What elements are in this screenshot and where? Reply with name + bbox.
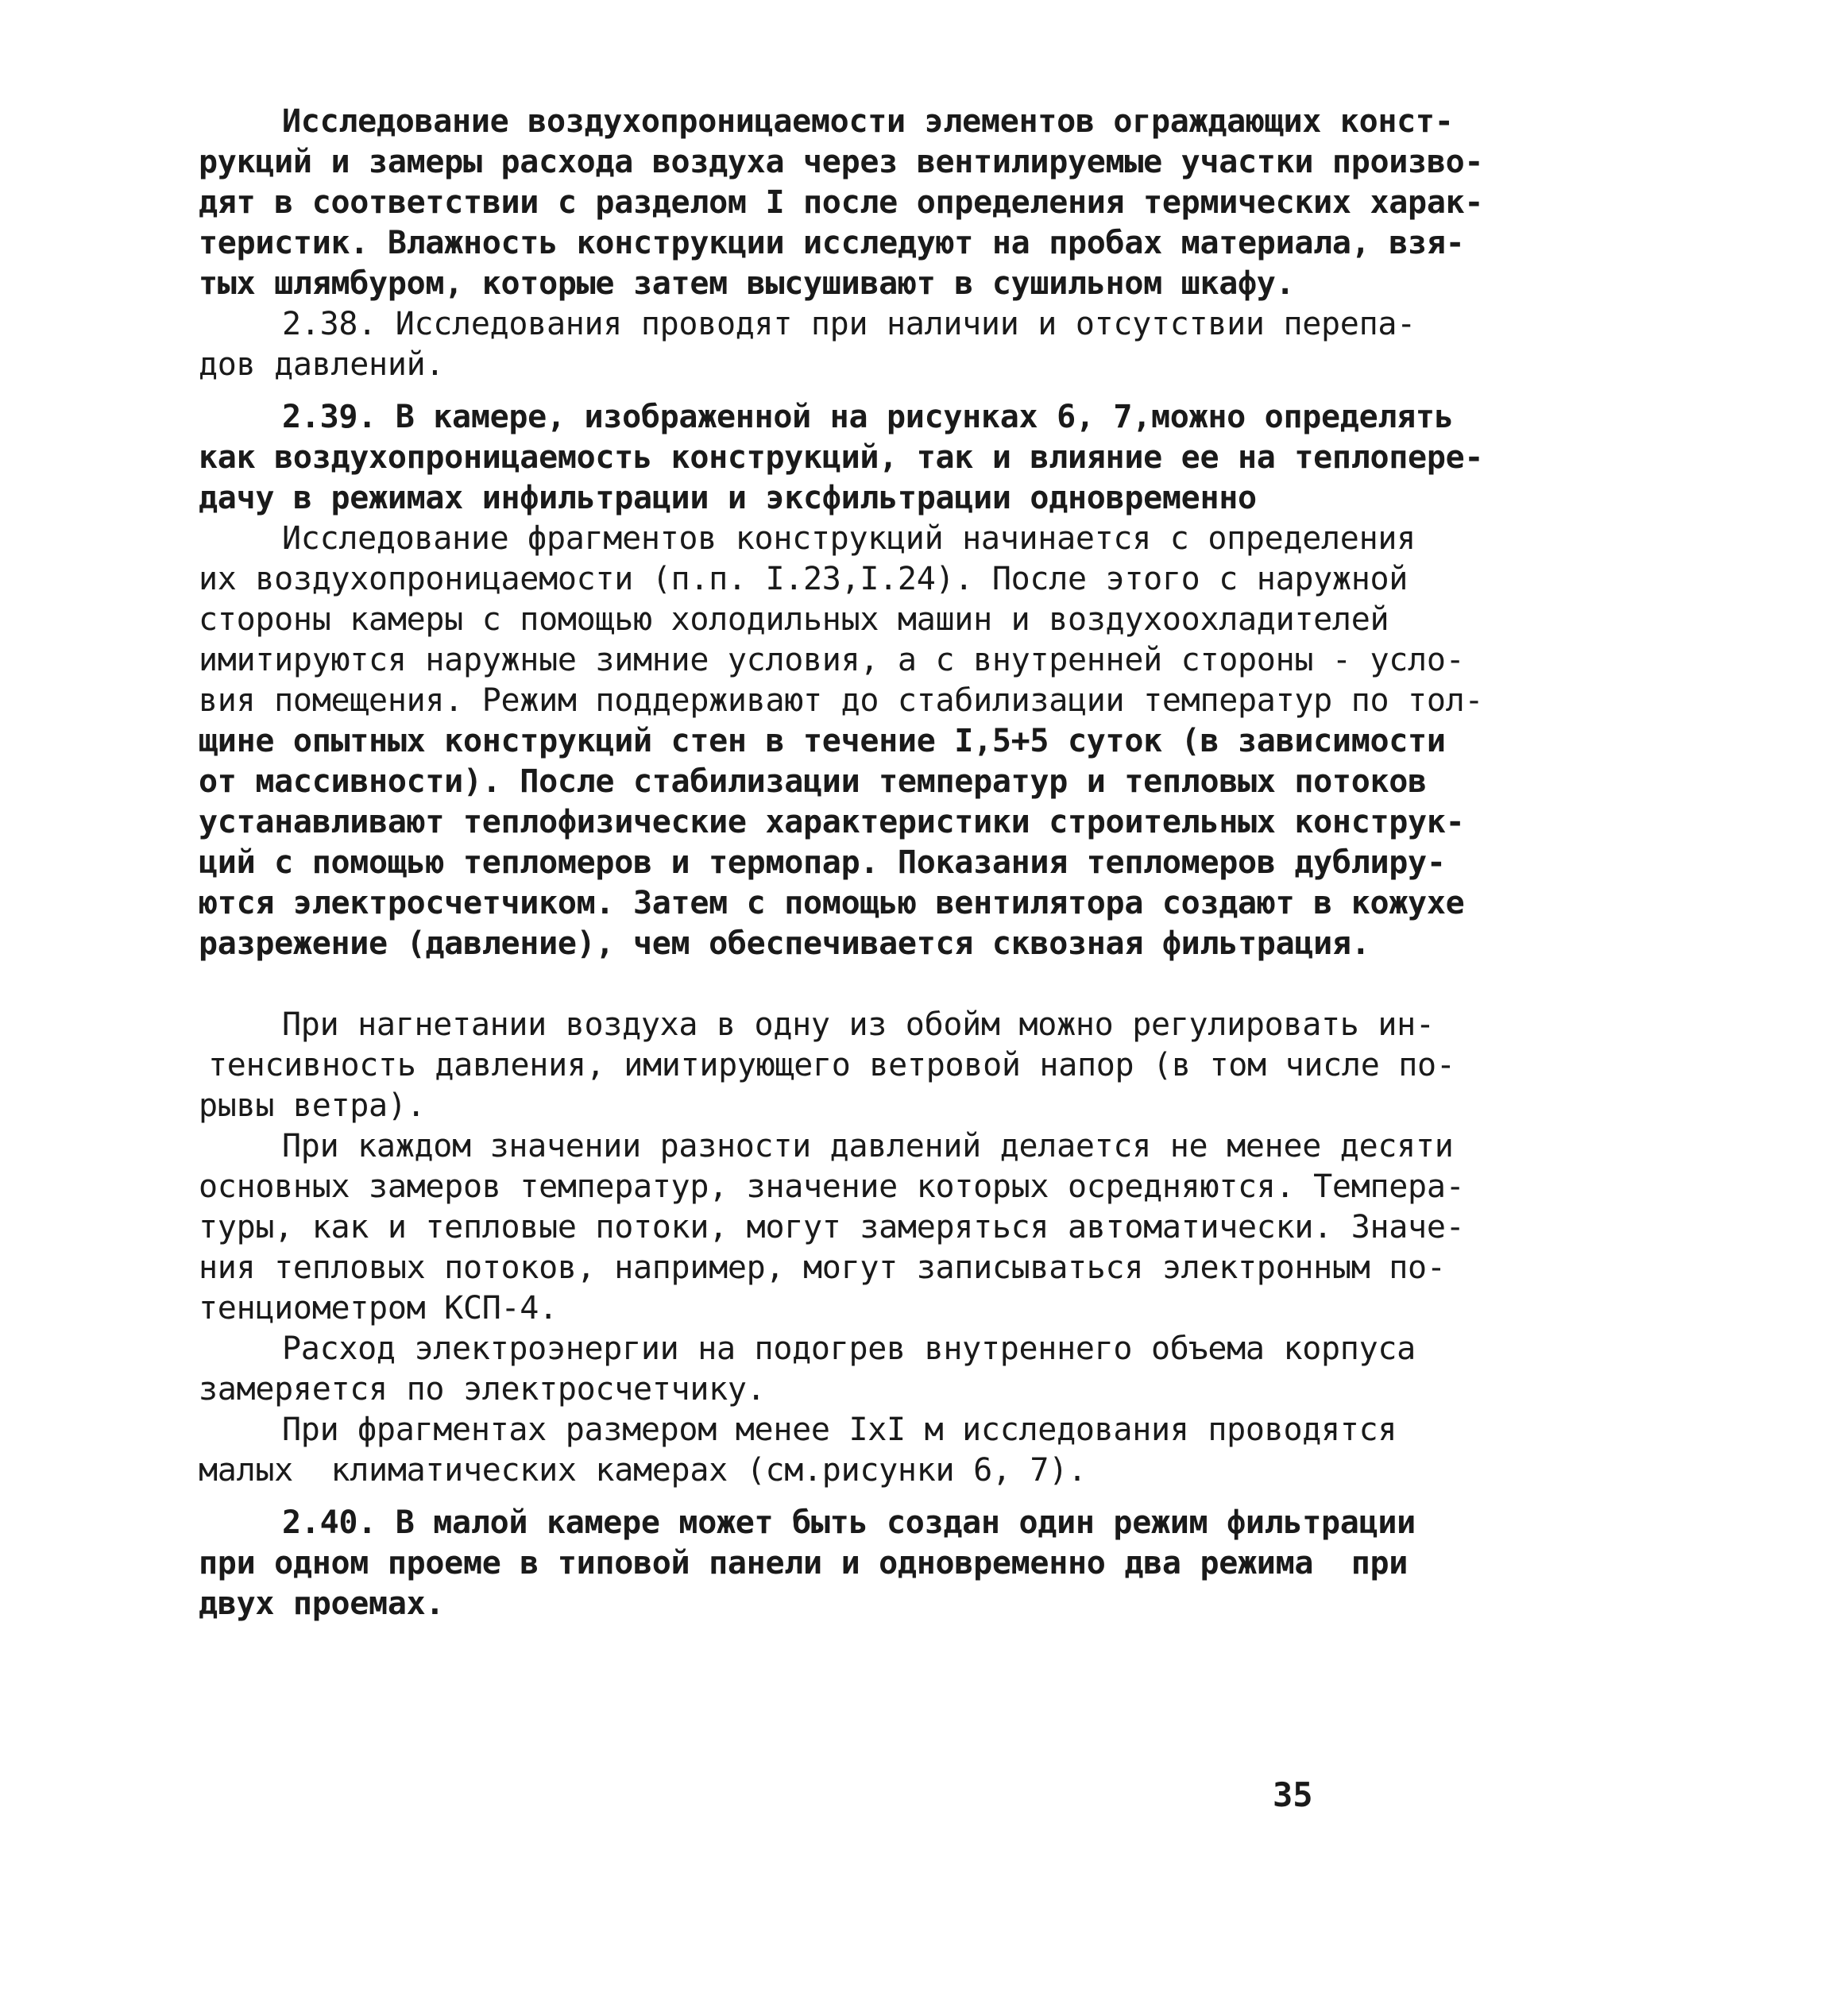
- text-line: имитируются наружные зимние условия, а с внутренней стороны - усло-: [199, 642, 1465, 678]
- text-line: туры, как и тепловые потоки, могут замеряться автоматически. Значе-: [199, 1209, 1465, 1246]
- text-line: 2.40. В малой камере может быть создан один режим фильтрации: [282, 1504, 1416, 1541]
- text-line: от массивности). После стабилизации температур и тепловых потоков: [199, 763, 1427, 800]
- text-line: Исследование воздухопроницаемости элементов ограждающих конст-: [282, 103, 1454, 140]
- text-line: ния тепловых потоков, например, могут записываться электронным по-: [199, 1249, 1446, 1286]
- text-line: При нагнетании воздуха в одну из обойм можно регулировать ин-: [282, 1006, 1435, 1043]
- text-line: тых шлямбуром, которые затем высушивают в сушильном шкафу.: [199, 265, 1295, 302]
- text-line: стороны камеры с помощью холодильных машин и воздухоохладителей: [199, 601, 1389, 638]
- text-line: 2.38. Исследования проводят при наличии и отсутствии перепа-: [282, 306, 1416, 342]
- text-line: разрежение (давление), чем обеспечивается сквозная фильтрация.: [199, 925, 1370, 962]
- text-line: малых климатических камерах (см.рисунки 6, 7).: [199, 1452, 1087, 1489]
- text-line: их воздухопроницаемости (п.п. I.23,I.24). После этого с наружной: [199, 561, 1409, 597]
- text-line: основных замеров температур, значение которых осредняются. Темпера-: [199, 1168, 1465, 1205]
- text-line: тенсивность давления, имитирующего ветровой напор (в том числе по-: [208, 1047, 1455, 1083]
- text-line: двух проемах.: [199, 1585, 445, 1622]
- text-line: замеряется по электросчетчику.: [199, 1371, 766, 1408]
- text-line: ются электросчетчиком. Затем с помощью вентилятора создают в кожухе: [199, 885, 1465, 921]
- text-line: Исследование фрагментов конструкций начинается с определения: [282, 520, 1416, 557]
- text-line: при одном проеме в типовой панели и одновременно два режима при: [199, 1545, 1409, 1582]
- text-line: При каждом значении разности давлений делается не менее десяти: [282, 1128, 1454, 1164]
- text-line: Расход электроэнергии на подогрев внутреннего объема корпуса: [282, 1330, 1416, 1367]
- text-line: дят в соответствии с разделом I после определения термических харак-: [199, 184, 1484, 221]
- text-line: тенциометром КСП-4.: [199, 1290, 558, 1327]
- text-line: как воздухопроницаемость конструкций, так и влияние ее на теплопере-: [199, 439, 1484, 476]
- text-line: рукций и замеры расхода воздуха через вентилируемые участки произво-: [199, 144, 1484, 180]
- text-line: При фрагментах размером менее IxI м исследования проводятся: [282, 1412, 1397, 1448]
- text-line: вия помещения. Режим поддерживают до стабилизации температур по тол-: [199, 682, 1484, 719]
- text-line: рывы ветра).: [199, 1087, 426, 1124]
- text-line: дачу в режимах инфильтрации и эксфильтрации одновременно: [199, 480, 1257, 516]
- text-line: дов давлений.: [199, 346, 445, 383]
- page-number: 35: [1273, 1775, 1313, 1814]
- text-line: щине опытных конструкций стен в течение I,5+5 суток (в зависимости: [199, 723, 1446, 759]
- text-line: устанавливают теплофизические характеристики строительных конструк-: [199, 804, 1465, 840]
- text-line: теристик. Влажность конструкции исследуют на пробах материала, взя-: [199, 225, 1465, 261]
- text-line: ций с помощью тепломеров и термопар. Показания тепломеров дублиру-: [199, 844, 1446, 881]
- text-line: 2.39. В камере, изображенной на рисунках 6, 7,можно определять: [282, 399, 1454, 435]
